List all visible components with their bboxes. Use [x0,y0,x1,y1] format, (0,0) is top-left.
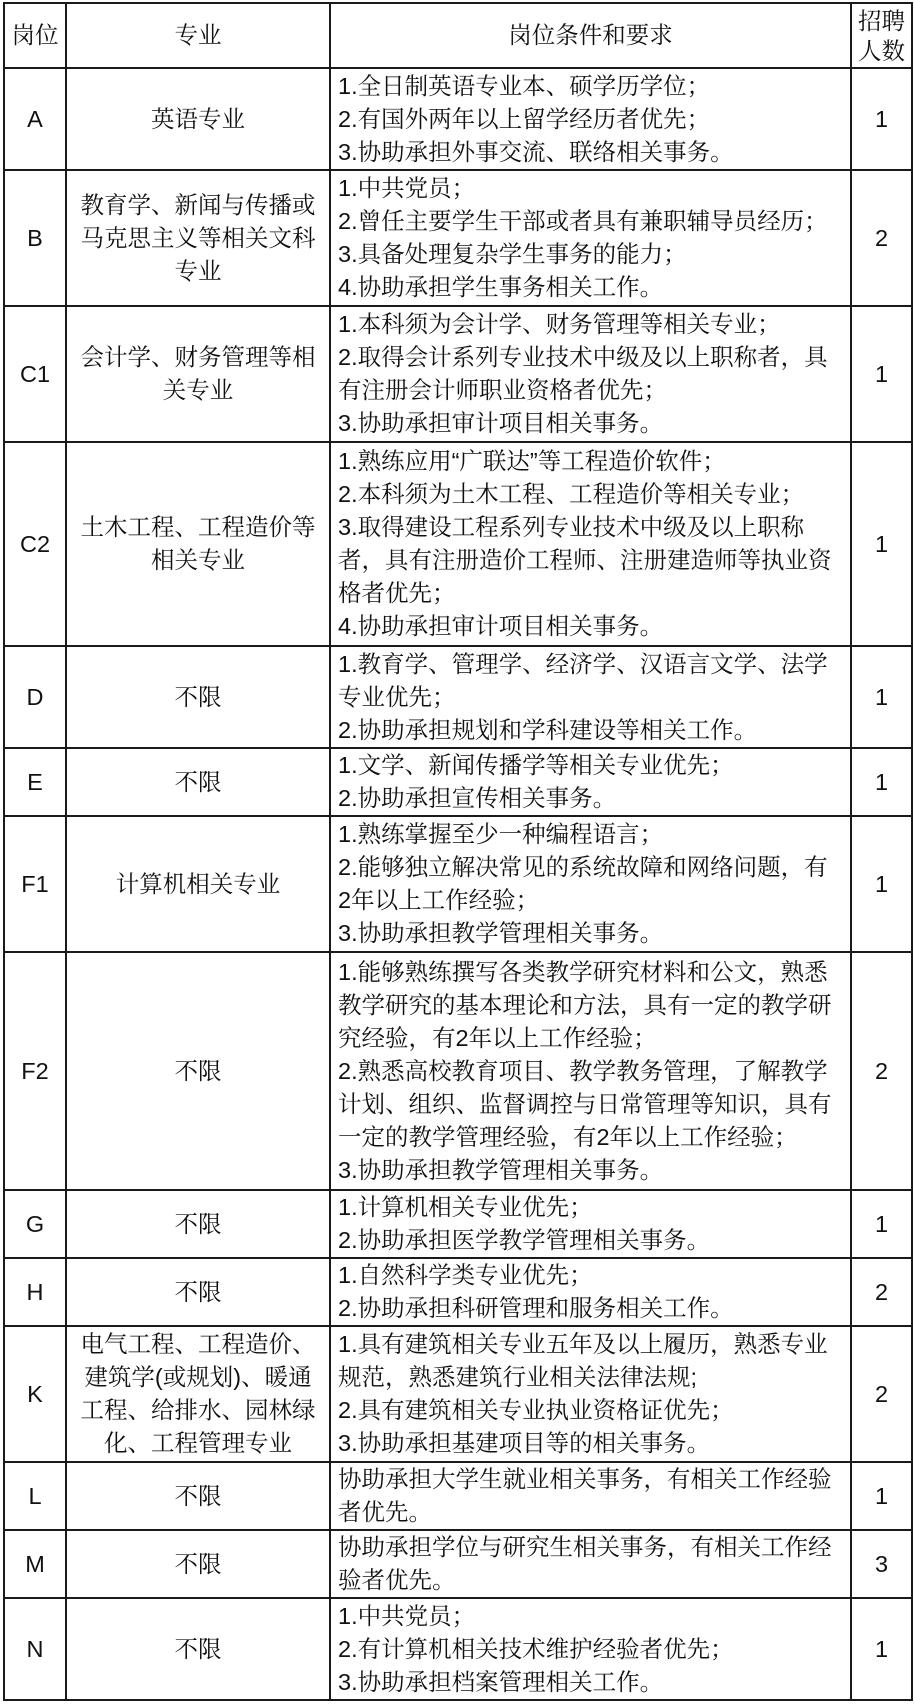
header-headcount [851,3,912,68]
requirement-line: 教学研究的基本理论和方法，具有一定的教学研 [338,991,832,1018]
major-line: 会计学、财务管理等相 [80,344,316,370]
major-line: 不限 [174,768,222,795]
major-line: 化、工程管理专业 [104,1430,292,1456]
major-cell [66,1462,330,1530]
major-line: 相关专业 [151,547,245,573]
table-row [4,1462,912,1530]
requirement-line: 2.协助承担宣传相关事务。 [338,785,617,811]
requirements-cell [330,68,851,170]
requirements-cell [330,306,851,442]
header-position: 岗位 [4,3,66,68]
major-cell [66,1190,330,1258]
requirements-cell [330,1258,851,1326]
position-cell: M [4,1530,66,1598]
requirement-line: 1.中共党员； [338,175,476,201]
table-row [4,816,912,952]
requirements-cell [330,1190,851,1258]
major-line: 英语专业 [151,105,245,132]
requirement-line: 2.曾任主要学生干部或者具有兼职辅导员经历； [338,208,828,234]
major-line: 不限 [174,1210,222,1237]
position-cell: G [4,1190,66,1258]
requirement-line: 4.协助承担审计项目相关事务。 [338,613,664,639]
headcount-cell: 2 [851,1258,912,1326]
table-row [4,1326,912,1462]
requirement-line: 者，具有注册造价工程师、注册建造师等执业资 [338,547,832,573]
requirement-line: 3.协助承担教学管理相关事务。 [338,920,664,946]
header-headcount-line: 人数 [858,37,905,64]
requirement-line: 2.协助承担医学教学管理相关事务。 [338,1227,711,1253]
headcount-cell: 1 [851,1598,912,1700]
requirement-line: 1.本科须为会计学、财务管理等相关专业； [338,311,781,337]
requirements-cell [330,646,851,748]
major-line: 土木工程、工程造价等 [80,514,316,540]
major-cell [66,170,330,306]
requirement-line: 计划、组织、监督调控与日常管理等知识，具有 [338,1090,832,1117]
major-line: 不限 [174,1057,222,1084]
requirements-cell [330,952,851,1190]
requirements-cell [330,1598,851,1700]
requirements-cell [330,1530,851,1598]
table-row [4,170,912,306]
requirement-line: 3.协助承担外事交流、联络相关事务。 [338,138,734,165]
requirements-cell [330,748,851,816]
requirement-line: 2.本科须为土木工程、工程造价等相关专业； [338,481,805,507]
headcount-cell: 1 [851,816,912,952]
requirement-line: 验者优先。 [338,1567,456,1593]
position-cell: F1 [4,816,66,952]
requirement-line: 1.熟练掌握至少一种编程语言； [338,821,664,847]
position-cell: L [4,1462,66,1530]
requirement-line: 2年以上工作经验； [338,887,540,913]
requirement-line: 协助承担大学生就业相关事务，有相关工作经验 [338,1466,832,1492]
table-row [4,1598,912,1700]
requirement-line: 1.中共党员； [338,1602,476,1629]
requirement-line: 1.计算机相关专业优先； [338,1194,593,1220]
major-cell [66,68,330,170]
table-row [4,952,912,1190]
requirement-line: 2.协助承担科研管理和服务相关工作。 [338,1295,734,1321]
requirements-cell [330,442,851,646]
requirement-line: 2.熟悉高校教育项目、教学教务管理，了解教学 [338,1057,828,1084]
headcount-cell: 1 [851,68,912,170]
major-line: 不限 [174,1550,222,1577]
major-cell [66,952,330,1190]
position-cell: H [4,1258,66,1326]
major-line: 电气工程、工程造价、 [80,1331,316,1357]
major-line: 马克思主义等相关文科 [80,224,316,251]
major-line: 不限 [174,1635,222,1662]
major-line: 不限 [174,1278,222,1305]
requirement-line: 2.协助承担规划和学科建设等相关工作。 [338,716,758,743]
table-row [4,646,912,748]
table-row [4,1190,912,1258]
requirements-cell [330,1462,851,1530]
major-line: 关专业 [162,377,234,403]
major-cell [66,442,330,646]
requirement-line: 规范，熟悉建筑行业相关法律法规; [338,1364,698,1390]
major-cell [66,1598,330,1700]
headcount-cell: 1 [851,646,912,748]
position-cell: B [4,170,66,306]
major-line: 专业 [174,257,222,284]
major-cell [66,816,330,952]
header-major: 专业 [66,3,330,68]
headcount-cell: 1 [851,1462,912,1530]
requirement-line: 专业优先； [338,683,456,710]
requirement-line: 1.文学、新闻传播学等相关专业优先； [338,752,734,778]
requirement-line: 1.自然科学类专业优先； [338,1262,593,1288]
table-row [4,442,912,646]
headcount-cell: 1 [851,442,912,646]
major-cell [66,1326,330,1462]
requirement-line: 4.协助承担学生事务相关工作。 [338,274,664,300]
header-requirements: 岗位条件和要求 [330,3,851,68]
major-line: 工程、给排水、园林绿 [80,1397,316,1423]
requirement-line: 3.协助承担审计项目相关事务。 [338,410,664,436]
major-cell [66,306,330,442]
recruitment-table [3,2,913,1701]
headcount-cell: 1 [851,1190,912,1258]
headcount-cell: 1 [851,306,912,442]
requirement-line: 者优先。 [338,1499,432,1525]
position-cell: A [4,68,66,170]
requirements-cell [330,170,851,306]
position-cell: D [4,646,66,748]
requirement-line: 1.具有建筑相关专业五年及以上履历，熟悉专业 [338,1331,828,1357]
headcount-cell: 1 [851,748,912,816]
requirement-line: 1.全日制英语专业本、硕学历学位； [338,72,711,99]
table-row [4,68,912,170]
table-row [4,1258,912,1326]
major-line: 教育学、新闻与传播或 [80,191,316,218]
headcount-cell: 3 [851,1530,912,1598]
position-cell: N [4,1598,66,1700]
table-row [4,748,912,816]
position-cell: F2 [4,952,66,1190]
requirements-cell [330,1326,851,1462]
requirement-line: 2.具有建筑相关专业执业资格证优先； [338,1397,734,1423]
table-body [4,68,912,1700]
major-line: 不限 [174,1482,222,1509]
major-cell [66,1530,330,1598]
requirement-line: 1.能够熟练撰写各类教学研究材料和公文，熟悉 [338,958,828,985]
table-row [4,1530,912,1598]
major-line: 不限 [174,683,222,710]
requirement-line: 格者优先； [338,580,456,606]
requirement-line: 2.能够独立解决常见的系统故障和网络问题，有 [338,854,828,880]
headcount-cell: 2 [851,1326,912,1462]
requirement-line: 2.有国外两年以上留学经历者优先； [338,105,711,132]
requirement-line: 1.熟练应用“广联达”等工程造价软件； [338,448,726,474]
major-cell [66,748,330,816]
major-line: 建筑学(或规划)、暖通 [84,1364,312,1390]
major-cell [66,646,330,748]
table-header [4,3,912,68]
position-cell: K [4,1326,66,1462]
requirement-line: 协助承担学位与研究生相关事务，有相关工作经 [338,1534,832,1560]
requirement-line: 3.协助承担档案管理相关工作。 [338,1668,664,1695]
requirement-line: 2.取得会计系列专业技术中级及以上职称者，具 [338,344,828,370]
requirement-line: 3.协助承担教学管理相关事务。 [338,1156,664,1183]
requirement-line: 有注册会计师职业资格者优先； [338,377,667,403]
requirement-line: 3.协助承担基建项目等的相关事务。 [338,1430,711,1456]
requirement-line: 究经验，有2年以上工作经验； [338,1024,657,1051]
header-headcount-line: 招聘 [858,7,905,34]
position-cell: C2 [4,442,66,646]
headcount-cell: 2 [851,170,912,306]
header-row [4,3,912,68]
major-line: 计算机相关专业 [115,870,281,897]
requirement-line: 1.教育学、管理学、经济学、汉语言文学、法学 [338,650,828,677]
position-cell: E [4,748,66,816]
requirement-line: 2.有计算机相关技术维护经验者优先； [338,1635,734,1662]
requirement-line: 一定的教学管理经验，有2年以上工作经验； [338,1123,798,1150]
requirement-line: 3.取得建设工程系列专业技术中级及以上职称 [338,514,805,540]
headcount-cell: 2 [851,952,912,1190]
requirement-line: 3.具备处理复杂学生事务的能力； [338,241,687,267]
requirements-cell [330,816,851,952]
position-cell: C1 [4,306,66,442]
table-row [4,306,912,442]
major-cell [66,1258,330,1326]
